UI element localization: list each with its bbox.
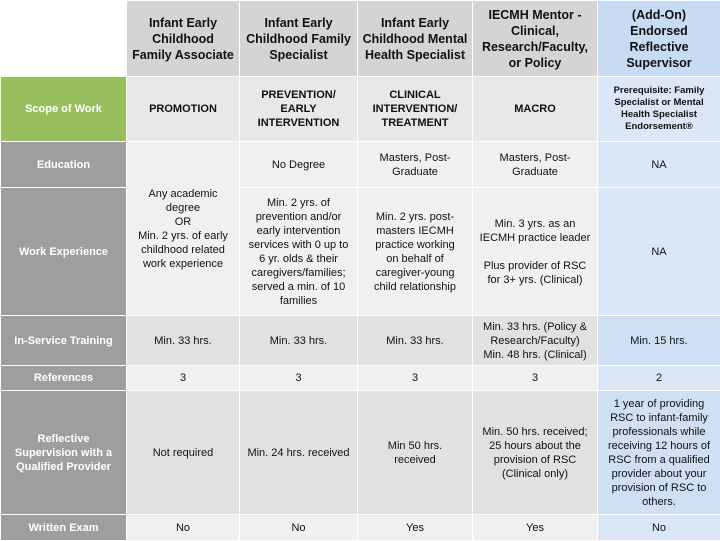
row-label-work-experience: Work Experience [1,188,127,316]
supervision-cell: 1 year of providing RSC to infant-family professionals while receiving 12 hours of RSC from a qualified provider about your provision of RSC to others. [598,391,720,515]
column-header-mh-specialist: Infant Early Childhood Mental Health Specialist [358,1,473,77]
training-cell: Min. 33 hrs. (Policy & Research/Faculty) Min. 48 hrs. (Clinical) [473,316,598,366]
exam-row [1,515,720,541]
supervision-cell: Not required [127,391,240,515]
scope-cell: MACRO [473,77,598,142]
row-label-references: References [1,366,127,391]
references-cell: 3 [358,366,473,391]
references-cell: 3 [473,366,598,391]
training-cell: Min. 33 hrs. [358,316,473,366]
education-cell: Masters, Post- Graduate [473,142,598,188]
column-header-mentor: IECMH Mentor - Clinical, Research/Faculty, or Policy [473,1,598,77]
work-experience-cell: NA [598,188,720,316]
row-label-scope: Scope of Work [1,77,127,142]
exam-cell: No [240,515,358,541]
work-experience-cell: Min. 2 yrs. of prevention and/or early intervention services with 0 up to 6 yr. olds & their caregivers/families; served a min. of 10 families [240,188,358,316]
education-row [1,142,720,188]
corner-cell [1,1,127,77]
scope-row [1,77,720,142]
row-label-exam: Written Exam [1,515,127,541]
references-cell: 2 [598,366,720,391]
row-label-supervision: Reflective Supervision with a Qualified Provider [1,391,127,515]
exam-cell: Yes [358,515,473,541]
scope-cell-prerequisite: Prerequisite: Family Specialist or Mental Health Specialist Endorsement® [598,77,720,142]
exam-cell: Yes [473,515,598,541]
references-cell: 3 [127,366,240,391]
education-cell: NA [598,142,720,188]
column-header-associate: Infant Early Childhood Family Associate [127,1,240,77]
education-cell: No Degree [240,142,358,188]
header-row [1,1,720,77]
references-cell: 3 [240,366,358,391]
row-label-education: Education [1,142,127,188]
exam-cell: No [127,515,240,541]
work-experience-row [1,188,720,316]
training-cell: Min. 15 hrs. [598,316,720,366]
supervision-cell: Min. 50 hrs. received; 25 hours about the provision of RSC (Clinical only) [473,391,598,515]
education-work-merged-cell: Any academic degree OR Min. 2 yrs. of early childhood related work experience [127,142,240,316]
scope-cell: CLINICAL INTERVENTION/ TREATMENT [358,77,473,142]
training-cell: Min. 33 hrs. [127,316,240,366]
references-row [1,366,720,391]
supervision-cell: Min. 24 hrs. received [240,391,358,515]
row-label-training: In-Service Training [1,316,127,366]
scope-cell: PROMOTION [127,77,240,142]
column-header-reflective-supervisor: (Add-On) Endorsed Reflective Supervisor [598,1,720,77]
work-experience-cell: Min. 3 yrs. as an IECMH practice leader Plus provider of RSC for 3+ yrs. (Clinical) [473,188,598,316]
column-header-family-specialist: Infant Early Childhood Family Specialist [240,1,358,77]
supervision-cell: Min 50 hrs. received [358,391,473,515]
training-cell: Min. 33 hrs. [240,316,358,366]
work-experience-cell: Min. 2 yrs. post- masters IECMH practice working on behalf of caregiver-young child relationship [358,188,473,316]
exam-cell: No [598,515,720,541]
training-row [1,316,720,366]
scope-cell: PREVENTION/ EARLY INTERVENTION [240,77,358,142]
education-cell: Masters, Post- Graduate [358,142,473,188]
supervision-row [1,391,720,515]
